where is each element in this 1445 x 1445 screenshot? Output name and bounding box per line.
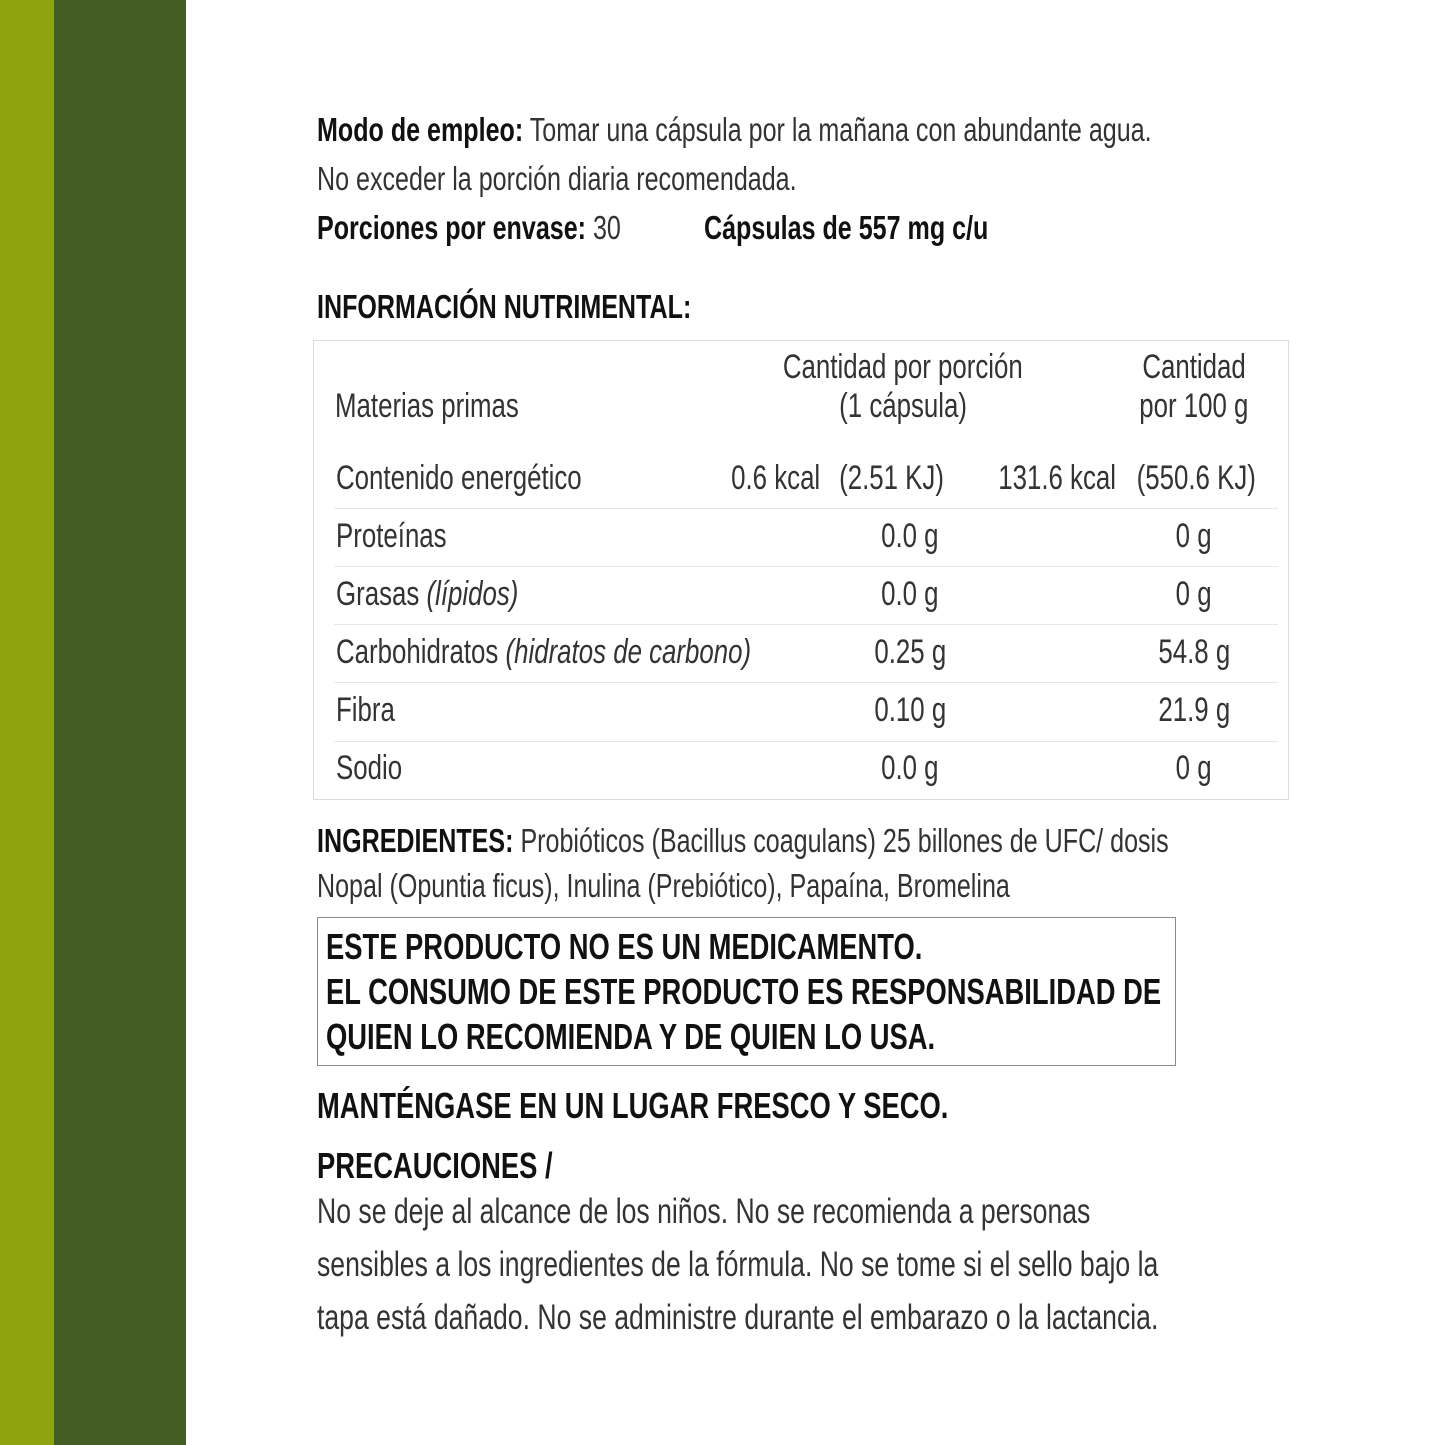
ingredients-text-2: Nopal (Opuntia ficus), Inulina (Prebiótico), Papaína, Bromelina bbox=[317, 867, 1010, 904]
energy-per100-kj: (550.6 KJ) bbox=[1136, 459, 1256, 497]
table-separator bbox=[334, 682, 1278, 683]
storage-note: MANTÉNGASE EN UN LUGAR FRESCO Y SECO. bbox=[317, 1085, 949, 1126]
table-row-portion: 0.10 g bbox=[874, 691, 946, 729]
energy-portion-kcal: 0.6 kcal bbox=[730, 459, 820, 497]
precautions-line-3: tapa está dañado. No se administre durante el embarazo o la lactancia. bbox=[317, 1298, 1159, 1337]
table-row-name: Fibra bbox=[336, 691, 395, 729]
servings-label: Porciones por envase: bbox=[317, 209, 587, 246]
warning-line-3: QUIEN LO RECOMIENDA Y DE QUIEN LO USA. bbox=[326, 1016, 936, 1057]
nutrition-title: INFORMACIÓN NUTRIMENTAL: bbox=[317, 288, 692, 325]
energy-portion-kj: (2.51 KJ) bbox=[839, 459, 944, 497]
table-separator bbox=[334, 566, 1278, 567]
table-row-portion: 0.0 g bbox=[881, 749, 939, 787]
usage-label: Modo de empleo: bbox=[317, 111, 524, 148]
table-row-portion: 0.25 g bbox=[874, 633, 946, 671]
left-stripe-dark bbox=[54, 0, 186, 1445]
table-row-name: Sodio bbox=[336, 749, 403, 787]
servings-line bbox=[317, 208, 717, 248]
table-row-name: Grasas (lípidos) bbox=[336, 575, 519, 613]
warning-line-2: EL CONSUMO DE ESTE PRODUCTO ES RESPONSABILIDAD DE bbox=[326, 971, 1162, 1012]
precautions-line-2: sensibles a los ingredientes de la fórmula. No se tome si el sello bajo la bbox=[317, 1245, 1159, 1284]
table-row-name: Proteínas bbox=[336, 517, 447, 555]
header-per100-line2: por 100 g bbox=[1139, 387, 1249, 425]
ingredients-line-1 bbox=[317, 821, 1438, 861]
usage-text-2: No exceder la porción diaria recomendada. bbox=[317, 160, 797, 197]
capsules-text: Cápsulas de 557 mg c/u bbox=[704, 209, 989, 246]
energy-name: Contenido energético bbox=[336, 459, 582, 497]
ingredients-text-1: Probióticos (Bacillus coagulans) 25 billones de UFC/ dosis bbox=[520, 822, 1169, 859]
table-row-name: Carbohidratos (hidratos de carbono) bbox=[336, 633, 752, 671]
capsules-line bbox=[704, 208, 1078, 248]
left-stripe-light bbox=[0, 0, 54, 1445]
usage-line-1 bbox=[317, 110, 1415, 150]
table-row-portion: 0.0 g bbox=[881, 517, 939, 555]
header-materias-primas: Materias primas bbox=[335, 387, 519, 425]
table-row-per100: 21.9 g bbox=[1158, 691, 1230, 729]
table-row-per100: 0 g bbox=[1176, 575, 1212, 613]
table-separator bbox=[334, 741, 1278, 742]
table-row-per100: 54.8 g bbox=[1158, 633, 1230, 671]
precautions-line-1: No se deje al alcance de los niños. No se recomienda a personas bbox=[317, 1192, 1091, 1231]
header-per100-line1: Cantidad bbox=[1142, 348, 1246, 386]
servings-value: 30 bbox=[592, 209, 621, 246]
precautions-title: PRECAUCIONES / bbox=[317, 1145, 553, 1186]
table-row-per100: 0 g bbox=[1176, 517, 1212, 555]
energy-per100-kcal: 131.6 kcal bbox=[998, 459, 1116, 497]
usage-text-1: Tomar una cápsula por la mañana con abundante agua. bbox=[529, 111, 1152, 148]
header-portion-line2: (1 cápsula) bbox=[839, 387, 967, 425]
table-separator bbox=[334, 624, 1278, 625]
header-portion-line1: Cantidad por porción bbox=[783, 348, 1023, 386]
table-row-per100: 0 g bbox=[1176, 749, 1212, 787]
warning-line-1: ESTE PRODUCTO NO ES UN MEDICAMENTO. bbox=[326, 926, 923, 967]
ingredients-line-2 bbox=[317, 866, 1229, 906]
usage-line-2 bbox=[317, 159, 948, 199]
table-row-portion: 0.0 g bbox=[881, 575, 939, 613]
ingredients-label: INGREDIENTES: bbox=[317, 822, 514, 859]
table-separator bbox=[334, 508, 1278, 509]
